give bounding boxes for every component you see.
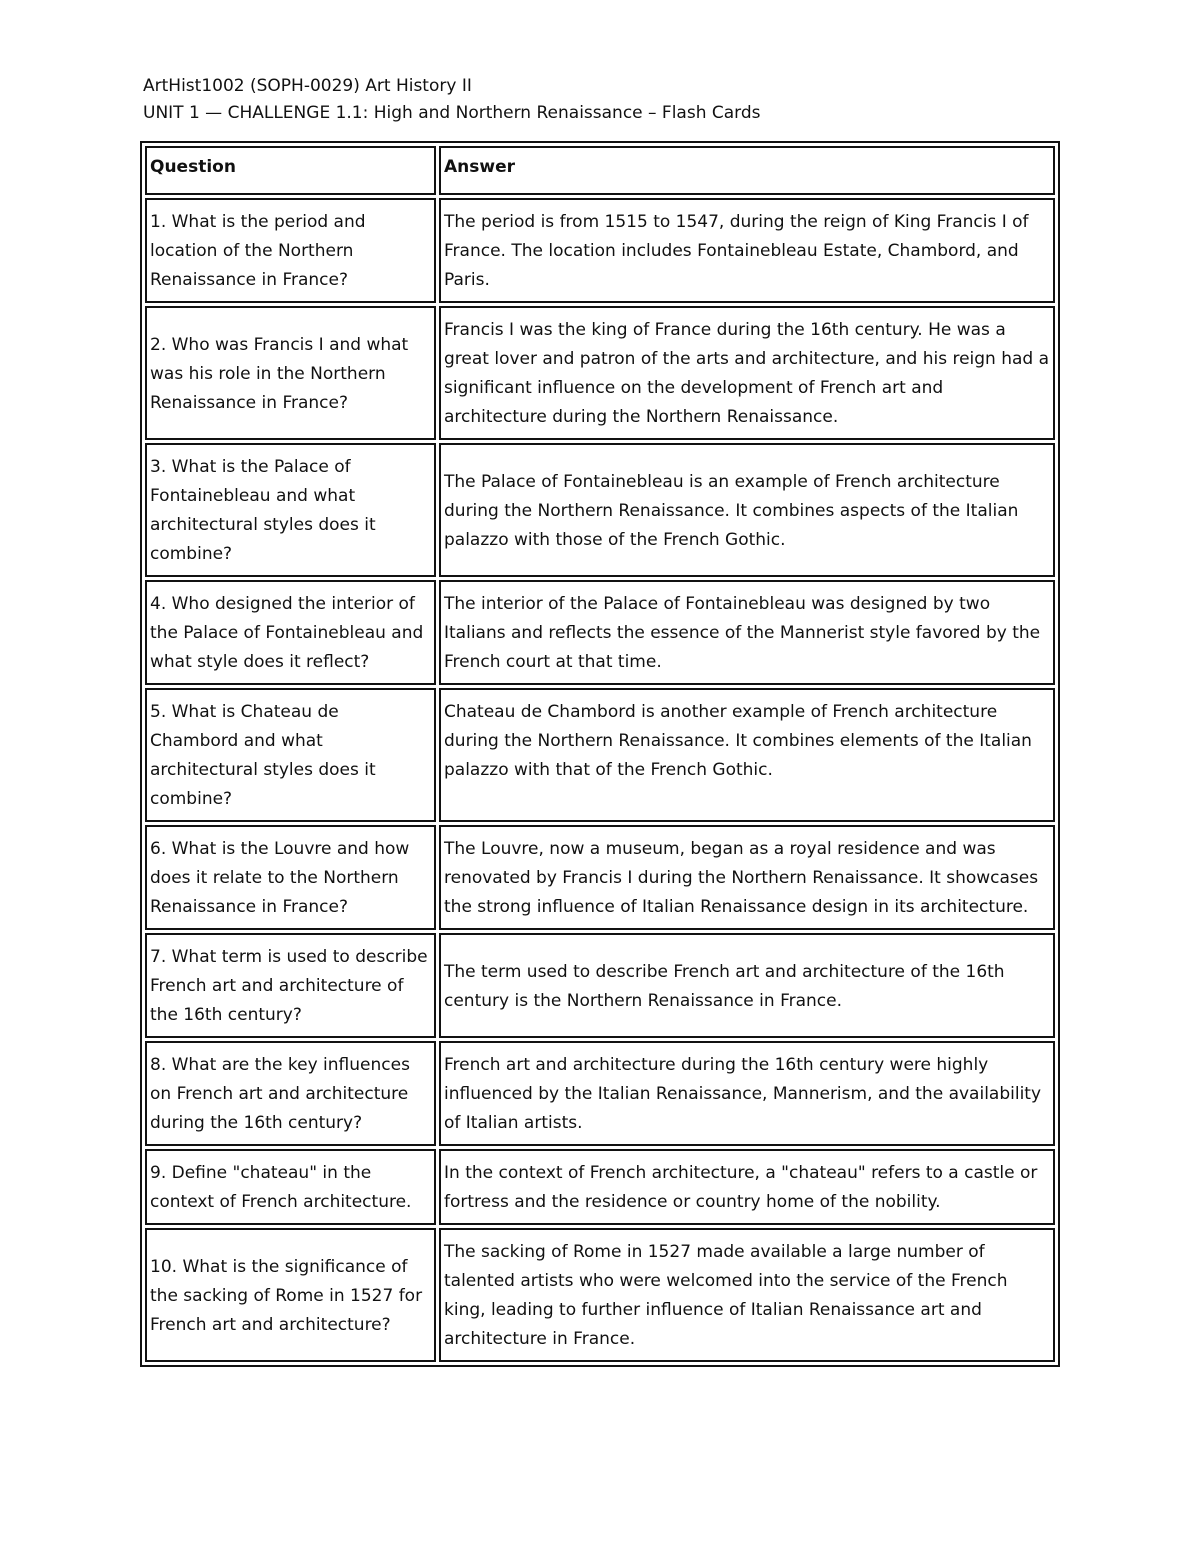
challenge-title: UNIT 1 — CHALLENGE 1.1: High and Northern Renaissance – Flash Cards [143,103,761,123]
table-row [145,825,1055,930]
table-header-row [145,146,1055,195]
column-header-answer: Answer [439,146,1055,195]
table-row [145,198,1055,303]
answer-cell: Francis I was the king of France during the 16th century. He was a great lover and patron of the arts and architecture, and his reign had a significant influence on the development of French art and architecture during the Northern Renaissance. [439,306,1055,440]
question-cell: 8. What are the key influences on French art and architecture during the 16th century? [145,1041,436,1146]
answer-cell: The Louvre, now a museum, began as a royal residence and was renovated by Francis I during the Northern Renaissance. It showcases the strong influence of Italian Renaissance design in its architecture. [439,825,1055,930]
question-cell: 4. Who designed the interior of the Palace of Fontainebleau and what style does it reflect? [145,580,436,685]
table-row [145,933,1055,1038]
table-row [145,1041,1055,1146]
question-cell: 1. What is the period and location of the Northern Renaissance in France? [145,198,436,303]
answer-cell: The interior of the Palace of Fontainebleau was designed by two Italians and reflects the essence of the Mannerist style favored by the French court at that time. [439,580,1055,685]
course-title: ArtHist1002 (SOPH-0029) Art History II [143,76,472,96]
table-row [145,580,1055,685]
answer-cell: The term used to describe French art and architecture of the 16th century is the Northern Renaissance in France. [439,933,1055,1038]
answer-cell: The Palace of Fontainebleau is an example of French architecture during the Northern Renaissance. It combines aspects of the Italian palazzo with those of the French Gothic. [439,443,1055,577]
question-cell: 5. What is Chateau de Chambord and what architectural styles does it combine? [145,688,436,822]
question-cell: 6. What is the Louvre and how does it relate to the Northern Renaissance in France? [145,825,436,930]
answer-cell: The period is from 1515 to 1547, during the reign of King Francis I of France. The location includes Fontainebleau Estate, Chambord, and Paris. [439,198,1055,303]
question-cell: 10. What is the significance of the sacking of Rome in 1527 for French art and architecture? [145,1228,436,1362]
question-cell: 3. What is the Palace of Fontainebleau and what architectural styles does it combine? [145,443,436,577]
question-cell: 7. What term is used to describe French art and architecture of the 16th century? [145,933,436,1038]
table-row [145,306,1055,440]
table-row [145,1228,1055,1362]
answer-cell: Chateau de Chambord is another example of French architecture during the Northern Renaissance. It combines elements of the Italian palazzo with that of the French Gothic. [439,688,1055,822]
answer-cell: The sacking of Rome in 1527 made available a large number of talented artists who were welcomed into the service of the French king, leading to further influence of Italian Renaissance art and architecture in France. [439,1228,1055,1362]
answer-cell: In the context of French architecture, a "chateau" refers to a castle or fortress and the residence or country home of the nobility. [439,1149,1055,1225]
question-cell: 9. Define "chateau" in the context of French architecture. [145,1149,436,1225]
question-cell: 2. Who was Francis I and what was his role in the Northern Renaissance in France? [145,306,436,440]
table-row [145,443,1055,577]
column-header-question: Question [145,146,436,195]
flash-cards-table [140,141,1060,1367]
answer-cell: French art and architecture during the 16th century were highly influenced by the Italian Renaissance, Mannerism, and the availability of Italian artists. [439,1041,1055,1146]
table-row [145,1149,1055,1225]
document-header [143,73,1063,127]
table-row [145,688,1055,822]
